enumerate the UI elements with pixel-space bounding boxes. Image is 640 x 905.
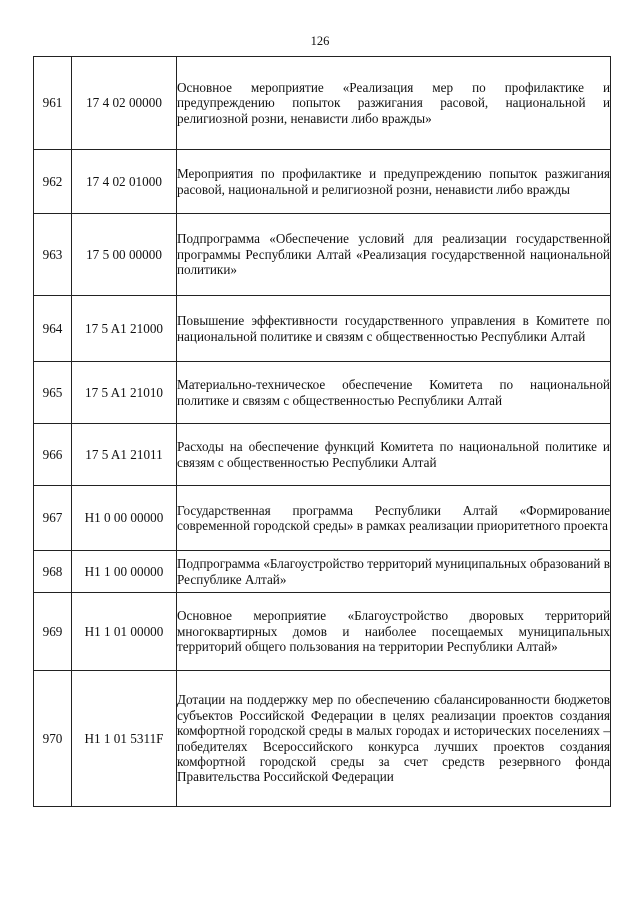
table-row: [34, 362, 611, 424]
budget-code: 17 4 02 01000: [72, 150, 177, 214]
page-number: 126: [310, 34, 330, 48]
row-number: 969: [34, 593, 72, 671]
row-number: 970: [34, 671, 72, 807]
budget-code: H1 1 01 5311F: [72, 671, 177, 807]
expense-name: Мероприятия по профилактике и предупреждению попыток разжигания расовой, национальной и религиозной розни, ненависти либо вражды: [177, 150, 611, 214]
budget-code: 17 4 02 00000: [72, 57, 177, 150]
expense-name: Материально-техническое обеспечение Комитета по национальной политике и связям с общественностью Республики Алтай: [177, 362, 611, 424]
budget-classification-table: [33, 56, 611, 807]
budget-code: H1 1 00 00000: [72, 551, 177, 593]
row-number: 965: [34, 362, 72, 424]
expense-name: Повышение эффективности государственного управления в Комитете по национальной политике и связям с общественностью Республики Алтай: [177, 296, 611, 362]
table-row: [34, 150, 611, 214]
table-row: [34, 214, 611, 296]
row-number: 963: [34, 214, 72, 296]
expense-name: Дотации на поддержку мер по обеспечению сбалансированности бюджетов субъектов Российской Федерации в целях реализации проектов создания комфортной городской среды в малых городах и исторических поселениях – победителях Всероссийского конкурса лучших проектов создания комфортной городской среды за счет средств резервного фонда Правительства Российской Федерации: [177, 671, 611, 807]
table-row: [34, 593, 611, 671]
budget-code: 17 5 A1 21000: [72, 296, 177, 362]
row-number: 968: [34, 551, 72, 593]
row-number: 961: [34, 57, 72, 150]
row-number: 964: [34, 296, 72, 362]
expense-name: Государственная программа Республики Алтай «Формирование современной городской среды» в рамках реализации приоритетного проекта: [177, 486, 611, 551]
table-row: [34, 57, 611, 150]
expense-name: Основное мероприятие «Реализация мер по профилактике и предупреждению попыток разжигания расовой, национальной и религиозной розни, ненависти либо вражды»: [177, 57, 611, 150]
budget-code: H1 1 01 00000: [72, 593, 177, 671]
table-row: [34, 424, 611, 486]
table-row: [34, 296, 611, 362]
budget-code: 17 5 00 00000: [72, 214, 177, 296]
budget-code: 17 5 A1 21010: [72, 362, 177, 424]
expense-name: Расходы на обеспечение функций Комитета по национальной политике и связям с общественностью Республики Алтай: [177, 424, 611, 486]
row-number: 962: [34, 150, 72, 214]
row-number: 966: [34, 424, 72, 486]
table-row: [34, 486, 611, 551]
expense-name: Подпрограмма «Благоустройство территорий муниципальных образований в Республике Алтай»: [177, 551, 611, 593]
row-number: 967: [34, 486, 72, 551]
expense-name: Подпрограмма «Обеспечение условий для реализации государственной программы Республики Алтай «Реализация государственной национальной политики»: [177, 214, 611, 296]
budget-code: H1 0 00 00000: [72, 486, 177, 551]
table-row: [34, 551, 611, 593]
expense-name: Основное мероприятие «Благоустройство дворовых территорий многоквартирных домов и наиболее посещаемых муниципальных территорий общего пользования на территории Республики Алтай»: [177, 593, 611, 671]
budget-code: 17 5 A1 21011: [72, 424, 177, 486]
table-row: [34, 671, 611, 807]
